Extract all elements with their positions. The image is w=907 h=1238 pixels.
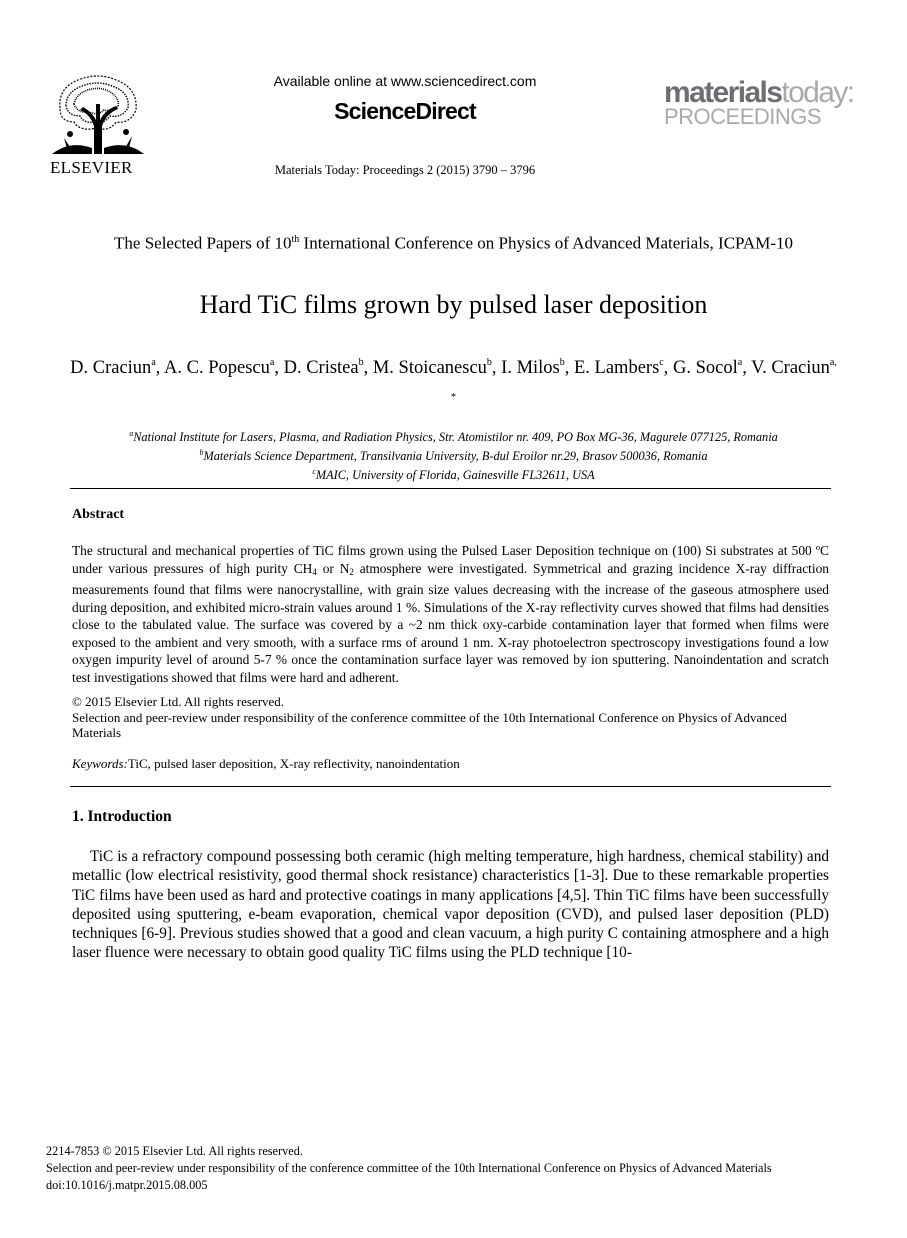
author: D. Cristea$^b$ xyxy=(283,357,364,378)
logo-materials: materials xyxy=(664,76,782,109)
elsevier-logo xyxy=(50,74,146,178)
peer-review-line: Selection and peer-review under responsibility of the conference committee of the 10th International Conference on Physics of Advanced Materials xyxy=(72,710,787,740)
conference-sup: th xyxy=(291,234,300,245)
footer-issn: 2214-7853 © 2015 Elsevier Ltd. All rights reserved. xyxy=(46,1144,303,1158)
author: D. Craciun$^a$ xyxy=(70,357,156,378)
logo-proceedings: PROCEEDINGS xyxy=(664,104,822,129)
divider xyxy=(70,786,831,787)
journal-reference: Materials Today: Proceedings 2 (2015) 3790 – 3796 xyxy=(274,163,536,177)
author: G. Socol$^a$ xyxy=(672,357,743,378)
affiliation: $^a$National Institute for Lasers, Plasma, and Radiation Physics, Str. Atomistilor nr. 409, PO Box MG-36, Magurele 077125, Romania xyxy=(129,429,778,444)
abstract-text: The structural and mechanical properties of TiC films grown using the Pulsed Laser Deposition technique on (100) Si substrates at 500 ºC under various pressures of high purity $CH_4$ or $N_2$ atmosphere were investigated. Symmetrical and grazing incidence X-ray diffraction measurements found that films were nanocrystalline, with grain size values decreasing with the increase of the gaseous atmosphere used during deposition, and exhibited micro-strain values around 1 %. Simulations of the X-ray reflectivity curves showed that films had densities close to the tabulated value. The surface was covered by a ~2 nm thick oxy-carbide contamination layer that formed when films were exposed to the ambient and very smooth, with a surface rms of around 1 nm. X-ray photoelectron spectroscopy investigations found a low oxygen impurity level of around 5-7 % once the contamination surface layer was removed by ion sputtering. Nanoindentation and scratch test investigations showed that films were hard and adherent. xyxy=(72,543,829,685)
author: E. Lambers$^c$ xyxy=(574,357,664,378)
abstract-heading: Abstract xyxy=(72,507,125,522)
conference-suffix: International Conference on Physics of Advanced Materials, ICPAM-10 xyxy=(299,233,793,253)
footer-doi: doi:10.1016/j.matpr.2015.08.005 xyxy=(46,1178,208,1192)
keywords xyxy=(72,756,829,772)
conference-line xyxy=(60,230,847,254)
keywords-label: Keywords: xyxy=(72,756,128,771)
author-list: D. Craciun$^a$, A. C. Popescu$^a$, D. Cristea$^b$, M. Stoicanescu$^b$, I. Milos$^b$, E. Lambers$^c$, G. Socol$^a$, V. Craciun$^{a, *}$ xyxy=(70,348,837,418)
author: A. C. Popescu$^a$ xyxy=(164,357,275,378)
materials-today-logo xyxy=(664,78,864,127)
section-heading: 1. Introduction xyxy=(72,808,172,825)
affiliation: $^b$Materials Science Department, Transilvania University, B-dul Eroilor nr.29, Brasov 500036, Romania xyxy=(199,448,708,463)
introduction-text: TiC is a refractory compound possessing both ceramic (high melting temperature, high hardness, chemical stability) and metallic (low electrical resistivity, good thermal shock resistance) characteristics [1-3]. Due to these remarkable properties TiC films have been used as hard and protective coatings in many applications [4,5]. Thin TiC films have been successfully deposited using sputtering, e-beam evaporation, chemical vapor deposition (CVD), and pulsed laser deposition (PLD) techniques [6-9]. Previous studies showed that a good and clean vacuum, a high purity C containing atmosphere and a high laser fluence were necessary to obtain good quality TiC films using the PLD technique [10- xyxy=(72,848,829,962)
logo-today: today: xyxy=(781,76,854,109)
publisher-name: ELSEVIER xyxy=(50,158,133,177)
available-online-text: Available online at www.sciencedirect.com xyxy=(273,73,537,89)
keywords-list: TiC, pulsed laser deposition, X-ray reflectivity, nanoindentation xyxy=(127,756,460,771)
affiliations xyxy=(70,426,837,483)
affiliation: $^c$MAIC, University of Florida, Gainesville FL32611, USA xyxy=(312,467,595,482)
paper-title: Hard TiC films grown by pulsed laser deposition xyxy=(199,290,708,319)
author: I. Milos$^b$ xyxy=(501,357,565,378)
divider xyxy=(70,488,831,489)
author: V. Craciun$^{a, *}$ xyxy=(451,357,837,403)
copyright-line: © 2015 Elsevier Ltd. All rights reserved. xyxy=(72,694,285,709)
sciencedirect-logo: ScienceDirect xyxy=(334,98,476,124)
author: M. Stoicanescu$^b$ xyxy=(372,357,492,378)
footer-review: Selection and peer-review under responsibility of the conference committee of the 10th International Conference on Physics of Advanced Materials xyxy=(46,1161,772,1175)
elsevier-tree-icon xyxy=(50,74,146,156)
conference-prefix: The Selected Papers of 10 xyxy=(114,233,292,253)
